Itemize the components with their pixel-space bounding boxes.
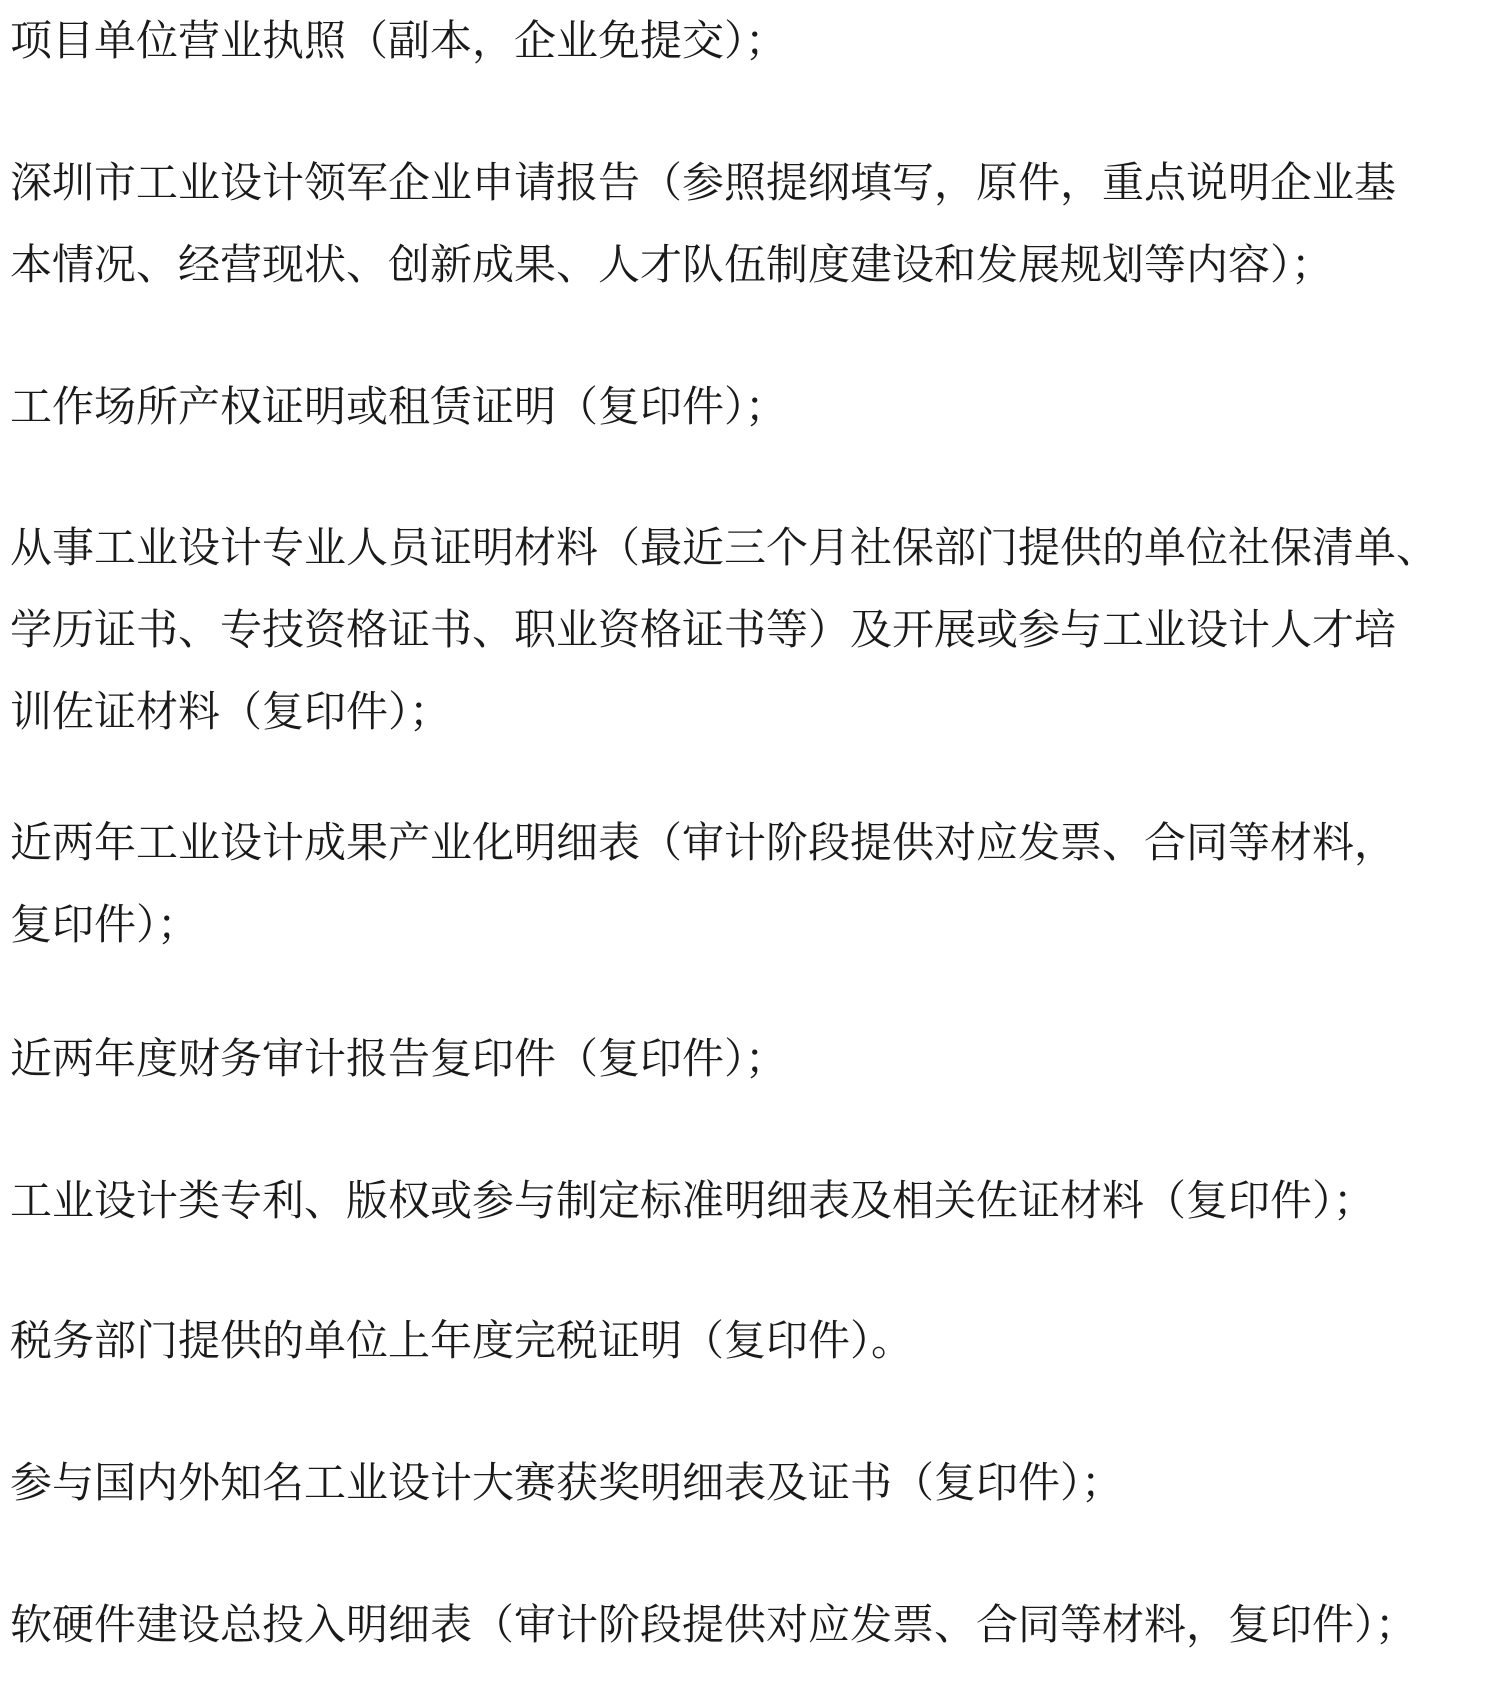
item-workplace-proof	[10, 366, 787, 448]
item-line: 学历证书、专技资格证书、职业资格证书等）及开展或参与工业设计人才培	[10, 605, 1397, 654]
item-line: 项目单位营业执照（副本，企业免提交）；	[10, 16, 788, 65]
item-line: 税务部门提供的单位上年度完税证明（复印件）。	[10, 1316, 914, 1365]
item-audit-report	[10, 1018, 787, 1100]
item-investment-list	[10, 1584, 1417, 1666]
item-business-license	[10, 0, 787, 82]
item-line: 软硬件建设总投入明细表（审计阶段提供对应发票、合同等材料，复印件）；	[10, 1600, 1418, 1649]
item-industrialization-list	[10, 802, 1396, 966]
item-line: 从事工业设计专业人员证明材料（最近三个月社保部门提供的单位社保清单、	[10, 523, 1439, 572]
item-application-report	[10, 142, 1396, 306]
item-line: 训佐证材料（复印件）；	[10, 687, 452, 736]
item-line: 近两年工业设计成果产业化明细表（审计阶段提供对应发票、合同等材料，	[10, 818, 1397, 867]
item-awards-list	[10, 1442, 1123, 1524]
item-patents-list	[10, 1160, 1375, 1242]
item-line: 参与国内外知名工业设计大赛获奖明细表及证书（复印件）；	[10, 1458, 1124, 1507]
item-staff-proof	[10, 507, 1438, 753]
item-line: 近两年度财务审计报告复印件（复印件）；	[10, 1034, 788, 1083]
item-tax-certificate	[10, 1300, 913, 1382]
item-line: 工作场所产权证明或租赁证明（复印件）；	[10, 382, 788, 431]
item-line: 本情况、经营现状、创新成果、人才队伍制度建设和发展规划等内容）；	[10, 240, 1334, 289]
item-line: 工业设计类专利、版权或参与制定标准明细表及相关佐证材料（复印件）；	[10, 1176, 1376, 1225]
item-line: 深圳市工业设计领军企业申请报告（参照提纲填写，原件，重点说明企业基	[10, 158, 1397, 207]
item-line: 复印件）；	[10, 900, 200, 949]
